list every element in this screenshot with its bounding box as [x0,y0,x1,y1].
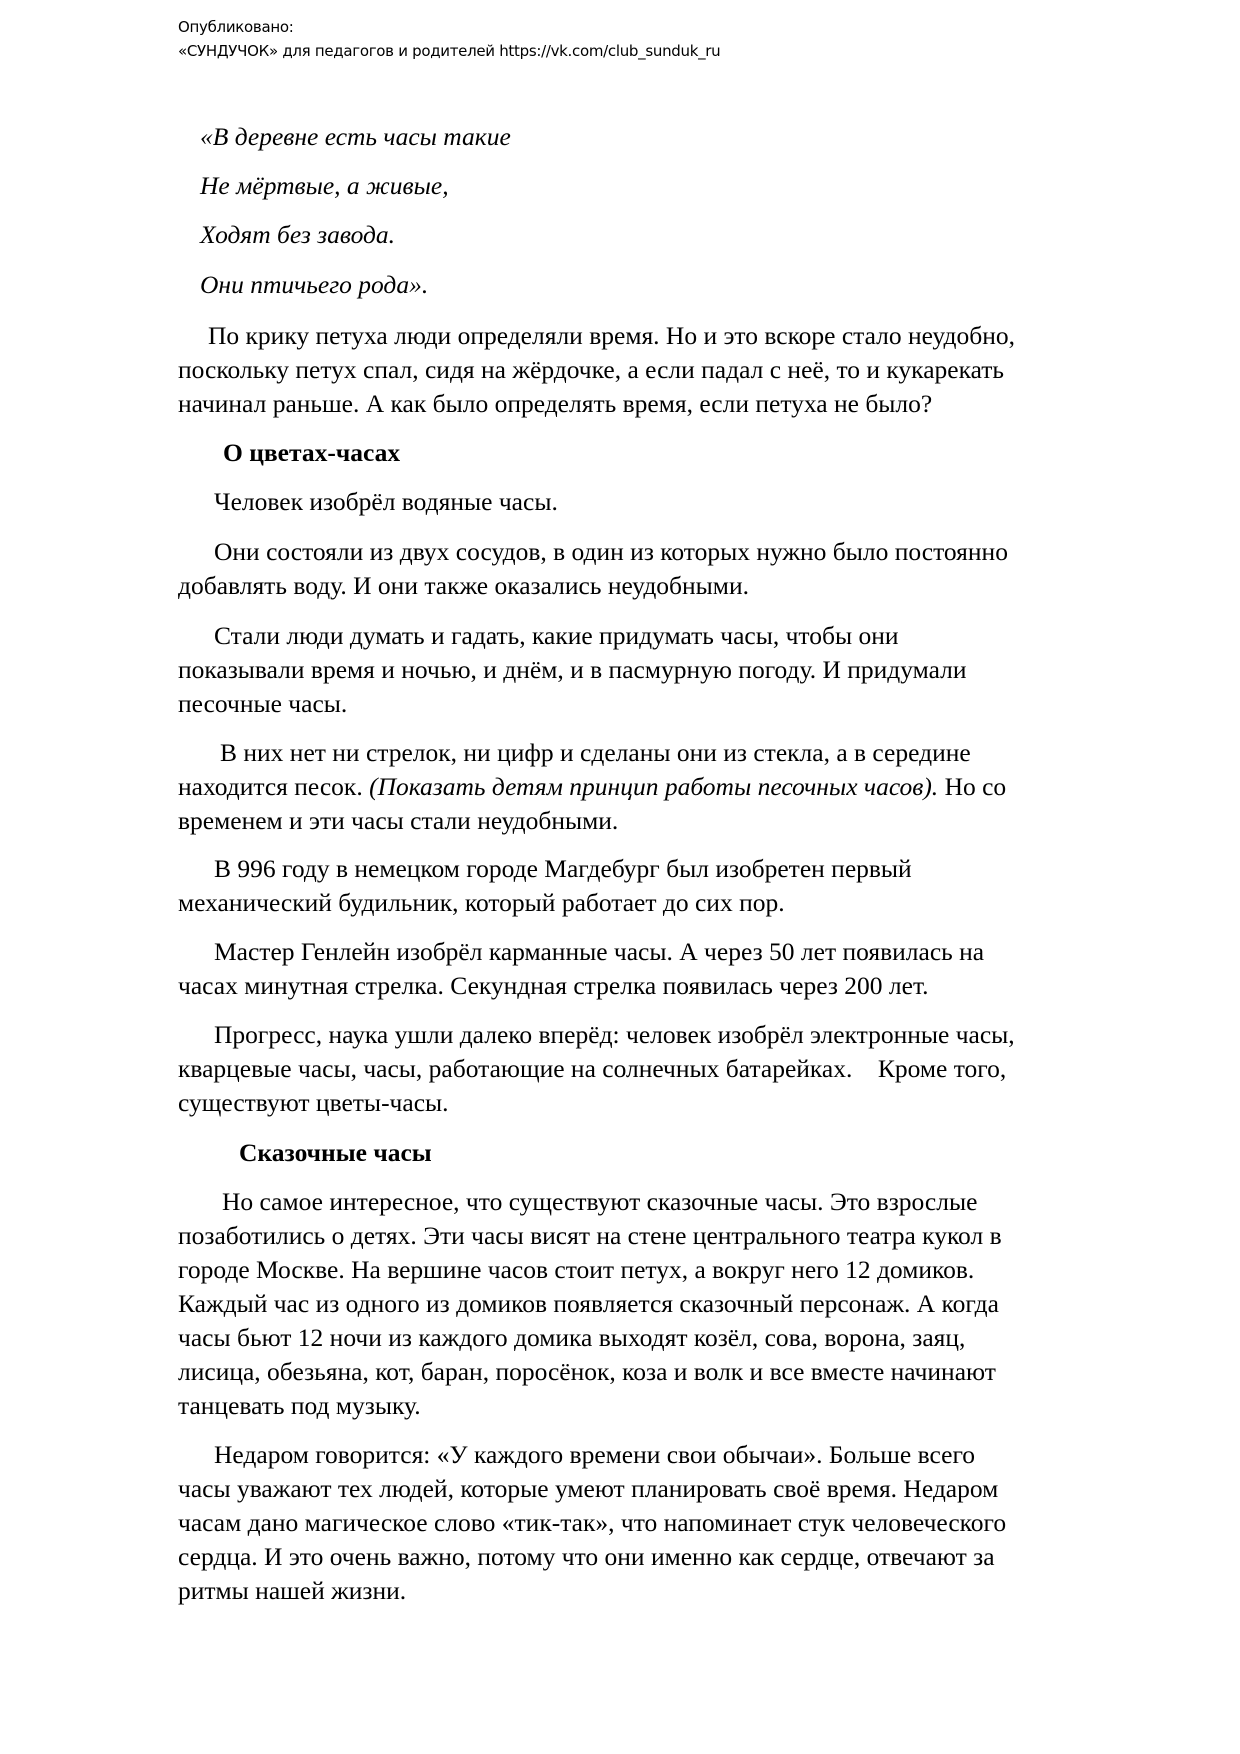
text-line [178,485,1168,519]
text-line [178,1472,1168,1506]
text-line [178,935,1168,969]
text-segment: часы бьют 12 ночи из каждого домика выходят козёл, сова, ворона, заяц, [178,1323,966,1352]
text-segment: часах минутная стрелка. Секундная стрелка появилась через 200 лет. [178,971,929,1000]
text-line [178,1506,1168,1540]
text-line [200,218,1190,252]
text-line [178,387,1168,421]
text-segment: Человек изобрёл водяные часы. [214,487,558,516]
text-line [178,886,1168,920]
text-line [178,535,1168,569]
section-heading [239,1136,1229,1170]
text-line [200,169,1190,203]
text-segment: часам дано магическое слово «тик-так», что напоминает стук человеческого [178,1508,1007,1537]
text-line [178,1389,1168,1423]
text-segment: Каждый час из одного из домиков появляется сказочный персонаж. А когда [178,1289,999,1318]
text-line [200,120,1190,154]
poem-line [200,218,1190,252]
text-segment: добавлять воду. И они также оказались неудобными. [178,571,749,600]
publisher-line: «СУНДУЧОК» для педагогов и родителей https://vk.com/club_sunduk_ru [178,42,721,60]
text-segment: Но со [938,772,1007,801]
text-line [223,436,1213,470]
text-line [178,736,1168,770]
heading-text: Сказочные часы [239,1138,432,1167]
text-line [178,804,1168,838]
text-segment: начинал раньше. А как было определять время, если петуха не было? [178,389,933,418]
section-heading [223,436,1213,470]
text-line [178,687,1168,721]
text-line [178,619,1168,653]
italic-text: (Показать детям принцип работы песочных часов). [369,772,939,801]
text-line [178,1574,1168,1608]
text-line [178,1018,1168,1052]
text-segment: часы уважают тех людей, которые умеют планировать своё время. Недаром [178,1474,999,1503]
paragraph [178,1185,1168,1423]
heading-text: О цветах-часах [223,438,401,467]
text-segment: механический будильник, который работает до сих пор. [178,888,785,917]
text-segment: Мастер Генлейн изобрёл карманные часы. А через 50 лет появилась на [214,937,985,966]
text-segment: В 996 году в немецком городе Магдебург был изобретен первый [214,854,912,883]
published-label: Опубликовано: [178,18,294,36]
text-segment: Но самое интересное, что существуют сказочные часы. Это взрослые [222,1187,978,1216]
text-segment: временем и эти часы стали неудобными. [178,806,619,835]
text-segment: танцевать под музыку. [178,1391,421,1420]
text-line [178,969,1168,1003]
paragraph [178,736,1168,838]
poem-line [200,169,1190,203]
text-segment: Стали люди думать и гадать, какие придумать часы, чтобы они [214,621,899,650]
paragraph [178,485,1168,519]
text-segment: показывали время и ночью, и днём, и в пасмурную погоду. И придумали [178,655,967,684]
paragraph [178,1018,1168,1120]
italic-text: «В деревне есть часы такие [200,122,511,151]
text-segment: В них нет ни стрелок, ни цифр и сделаны они из стекла, а в середине [220,738,971,767]
text-line [178,1321,1168,1355]
text-segment: позаботились о детях. Эти часы висят на стене центрального театра кукол в [178,1221,1002,1250]
text-segment: Прогресс, наука ушли далеко вперёд: человек изобрёл электронные часы, [214,1020,1015,1049]
text-line [178,319,1168,353]
text-segment: городе Москве. На вершине часов стоит петух, а вокруг него 12 домиков. [178,1255,975,1284]
text-line [178,353,1168,387]
text-line [178,852,1168,886]
text-line [178,1219,1168,1253]
paragraph [178,935,1168,1003]
text-segment: поскольку петух спал, сидя на жёрдочке, а если падал с неё, то и кукарекать [178,355,1005,384]
paragraph [178,319,1168,421]
poem-line [200,120,1190,154]
paragraph [178,619,1168,721]
text-segment: кварцевые часы, часы, работающие на солнечных батарейках. Кроме того, [178,1054,1007,1083]
italic-text: Ходят без завода. [200,220,396,249]
text-segment: Они состояли из двух сосудов, в один из которых нужно было постоянно [214,537,1008,566]
text-line [178,1086,1168,1120]
text-line [178,770,1168,804]
italic-text: Не мёртвые, а живые, [200,171,449,200]
text-segment: ритмы нашей жизни. [178,1576,407,1605]
poem-line [200,268,1190,302]
text-line [178,1438,1168,1472]
text-line [178,653,1168,687]
text-line [178,1253,1168,1287]
text-segment: существуют цветы-часы. [178,1088,449,1117]
text-line [178,1540,1168,1574]
text-line [178,1287,1168,1321]
text-segment: Недаром говорится: «У каждого времени свои обычаи». Больше всего [214,1440,976,1469]
text-line [178,1052,1168,1086]
text-line [178,569,1168,603]
paragraph [178,535,1168,603]
text-line [200,268,1190,302]
text-segment: песочные часы. [178,689,348,718]
text-segment: лисица, обезьяна, кот, баран, поросёнок, коза и волк и все вместе начинают [178,1357,996,1386]
text-segment: По крику петуха люди определяли время. Но и это вскоре стало неудобно, [208,321,1015,350]
text-segment: сердца. И это очень важно, потому что они именно как сердце, отвечают за [178,1542,995,1571]
text-line [178,1185,1168,1219]
text-segment: находится песок. [178,772,370,801]
paragraph [178,1438,1168,1608]
text-line [239,1136,1229,1170]
italic-text: Они птичьего рода». [200,270,429,299]
paragraph [178,852,1168,920]
text-line [178,1355,1168,1389]
